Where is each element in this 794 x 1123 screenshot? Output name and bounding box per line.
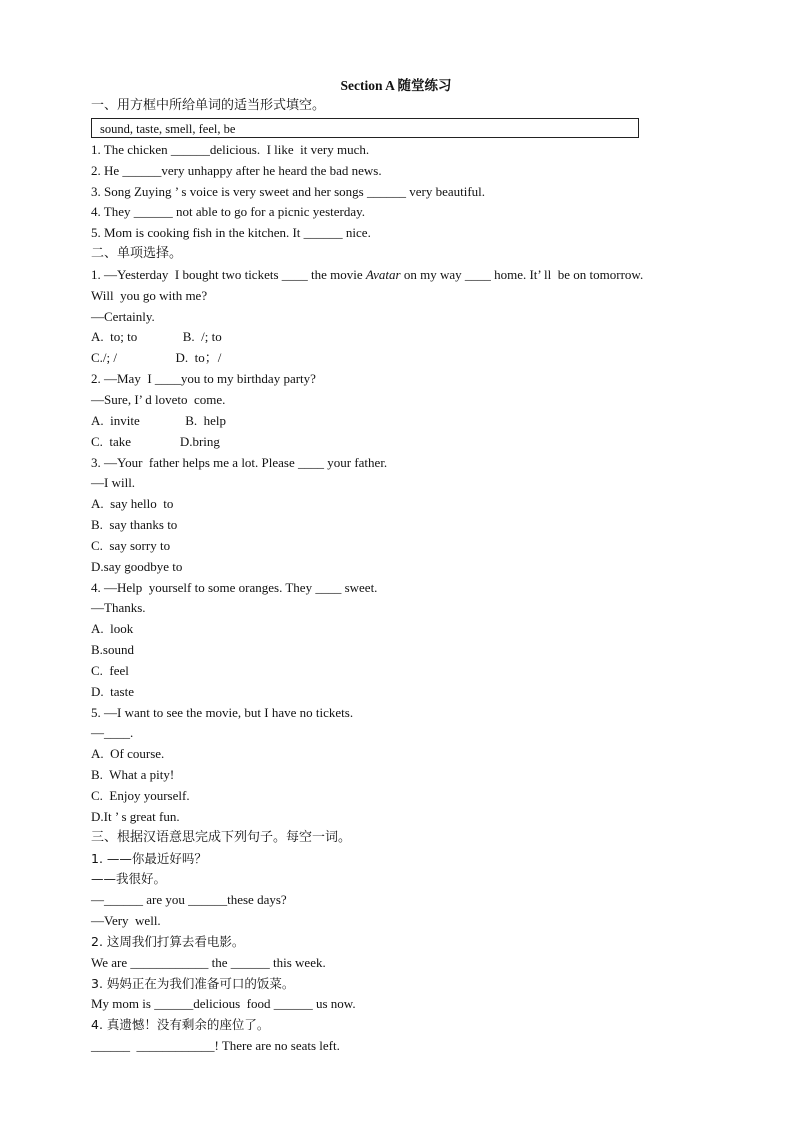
part3-line: 3. 妈妈正在为我们准备可口的饭菜。 [91,975,295,991]
part2-line: A. Of course. [91,746,165,762]
part2-line: —Thanks. [91,600,146,616]
part2-line: Will you go with me? [91,287,208,303]
part2-line: —Sure, I’ d loveto come. [91,391,226,407]
part3-line: We are ____________ the ______ this week. [91,954,326,970]
part2-line: A. look [91,621,134,637]
part2-line: —____. [91,725,134,741]
part2-line: C. Enjoy yourself. [91,788,190,803]
page-title: Section A 随堂练习 [340,78,452,93]
part2-line: 5. —I want to see the movie, but I have no tickets. [91,704,354,720]
part2-line: 4. —Help yourself to some oranges. They ____ sweet. [91,579,378,595]
part1-item-4: 4. They ______ not able to go for a picnic yesterday. [91,204,366,220]
part2-heading: 二、单项选择。 [91,246,183,262]
part1-heading: 一、用方框中所给单词的适当形式填空。 [91,98,326,113]
part2-line: A. to; to B. /; to [91,329,222,345]
worksheet-page [91,76,711,1057]
q1-movie-title: Avatar [365,266,401,282]
part1-item-2: 2. He ______very unhappy after he heard the bad news. [91,162,382,178]
part3-line: ______ ____________! There are no seats left. [91,1038,340,1054]
q1-text-b: on my way ____ home. It’ ll be on tomorrow. [400,266,644,282]
part2-line: —I will. [91,475,136,491]
part3-line: My mom is ______delicious food ______ us now. [91,996,356,1012]
part2-line: 2. —May I ____you to my birthday party? [91,371,316,387]
part2-line: A. say hello to [91,496,174,512]
part3-line: 2. 这周我们打算去看电影。 [91,933,245,949]
word-box: sound, taste, smell, feel, be [91,118,639,138]
part2-line: B. What a pity! [91,767,175,783]
part2-line: D.say goodbye to [91,558,183,574]
part2-line: B. say thanks to [91,517,178,533]
part3-line: —______ are you ______these days? [91,892,287,908]
part3-heading: 三、根据汉语意思完成下列句子。每空一词。 [91,829,352,845]
part2-line: D. taste [91,683,134,699]
part2-line: C. say sorry to [91,537,171,553]
part2-line: C./; / D. to；/ [91,350,222,366]
part3-line: 1. ——你最近好吗？ [91,850,207,866]
part3-line: ——我很好。 [91,871,167,887]
part3-line: —Very well. [91,913,161,929]
part2-line: A. invite B. help [91,412,227,428]
part2-line: 3. —Your father helps me a lot. Please ____ your father. [91,454,388,470]
q1-text-a: 1. —Yesterday I bought two tickets ____ the movie [91,266,366,282]
part1-item-3: 3. Song Zuying ’ s voice is very sweet and her songs ______ very beautiful. [91,183,486,199]
part2-line: C. take D.bring [91,433,220,449]
part2-line: C. feel [91,662,129,678]
part2-line: B.sound [91,642,134,658]
part1-item-1: 1. The chicken ______delicious. I like it very much. [91,141,370,157]
part2-question-1 [91,265,711,286]
part3-line: 4. 真遗憾！没有剩余的座位了。 [91,1017,270,1033]
part2-line: D.It ’ s great fun. [91,808,180,824]
part1-item-5: 5. Mom is cooking fish in the kitchen. It ______ nice. [91,225,371,241]
part2-line: —Certainly. [91,308,155,324]
